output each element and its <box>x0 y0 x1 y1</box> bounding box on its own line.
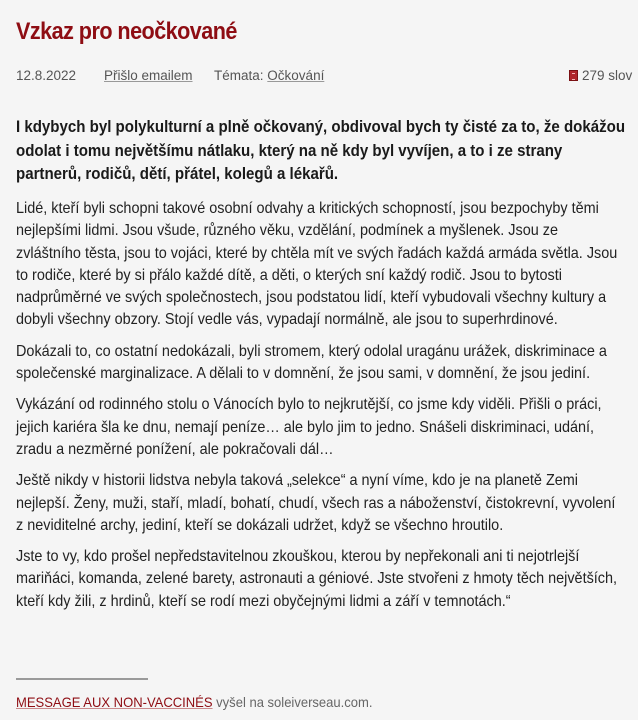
article-lead: I kdybych byl polykulturní a plně očkovaný, obdivoval bych ty čisté za to, že dokážou odolat i tomu největšímu nátlaku, který na ně kdy byl vyvíjen, a to i ze strany partnerů, rodičů, dětí, přátel, kolegů a lékařů. <box>16 118 626 183</box>
divider <box>16 678 148 680</box>
source-suffix: vyšel na soleiverseau.com. <box>212 694 373 710</box>
topics <box>214 68 324 83</box>
article-body <box>16 198 627 622</box>
paragraph: Ještě nikdy v historii lidstva nebyla taková „selekce“ a nyní víme, kdo je na planetě Zemi nejlepší. Ženy, muži, staří, mladí, bohatí, chudí, všech ras a náboženství, čistokrevní, vyvolení z neviditelné archy, jediní, kteří se dokázali udržet, když se všechno hroutilo. <box>16 472 616 534</box>
paragraph: Lidé, kteří byli schopni takové osobní odvahy a kritických schopností, jsou bezpochyby těmi nejlepšími lidmi. Jsou všude, různého věku, vzdělání, podmínek a myšlenek. Jsou ze zvláštního těsta, jsou to vojáci, které by chtěla mít ve svých řadách každá armáda světla. Jsou to rodiče, které by si přálo každé dítě, a děti, o kterých sní každý rodič. Jsou to bytosti nadprůměrné ve svých společnostech, jsou podstatou lidí, kteří vybudovali všechny kultury a dobyli všechny obzory. Stojí vedle vás, vypadají normálně, ale jsou to superhrdinové. <box>16 200 618 329</box>
source-note <box>16 694 372 710</box>
paragraph: Dokázali to, co ostatní nedokázali, byli stromem, který odolal uragánu urážek, diskriminace a společenské marginalizace. A dělali to v domnění, že jsou sami, v domnění, že jsou jediní. <box>16 342 607 383</box>
word-count <box>569 68 632 83</box>
paragraph: Vykázání od rodinného stolu o Vánocích bylo to nejkrutější, co jsme kdy viděli. Přišli o práci, jejich kariéra šla ke dnu, nemají peníze… ale bylo jim to jedno. Snášeli diskriminaci, udání, zradu a nezměrné ponížení, ale pokračovali dál… <box>16 396 602 458</box>
book-icon <box>569 70 578 81</box>
via-email-link[interactable]: Přišlo emailem <box>104 68 193 83</box>
word-count-text: 279 slov <box>582 68 633 83</box>
topics-label: Témata: <box>214 68 264 83</box>
article-title: Vzkaz pro neočkované <box>16 18 237 45</box>
topic-link-ockovani[interactable]: Očkování <box>267 68 325 83</box>
paragraph: Jste to vy, kdo prošel nepředstavitelnou zkouškou, kterou by nepřekonali ani ti nejotrlejší mariňáci, komanda, zelené barety, astronauti a géniové. Jste stvořeni z hmoty těch největších, kteří kdy žili, z hrdinů, kteří se rodí mezi obyčejnými lidmi a září v temnotách.“ <box>16 548 618 610</box>
publish-date: 12.8.2022 <box>16 68 77 83</box>
source-link[interactable]: MESSAGE AUX NON-VACCINÉS <box>16 694 213 710</box>
